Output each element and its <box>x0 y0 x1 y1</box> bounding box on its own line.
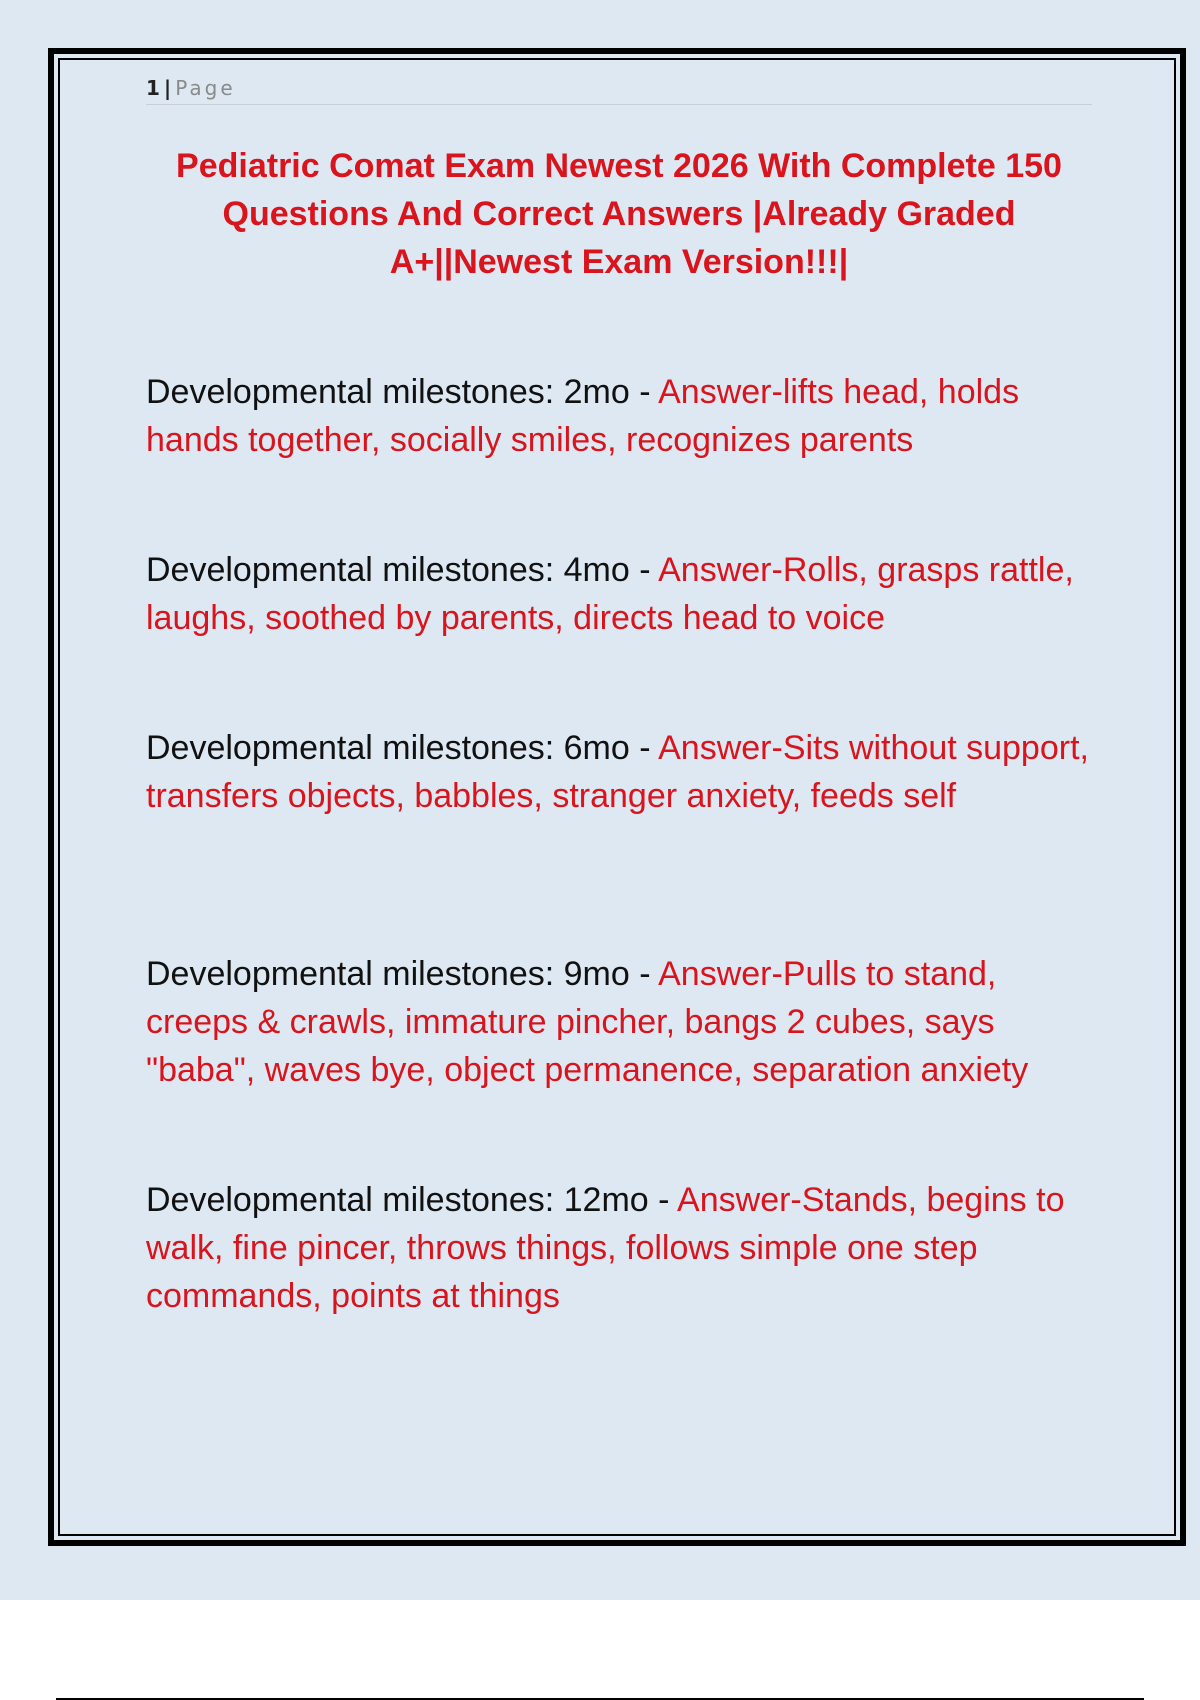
page-header <box>146 74 1092 105</box>
qa-item <box>146 950 1092 1094</box>
question-text: Developmental milestones: 9mo - <box>146 955 659 993</box>
qa-item <box>146 368 1092 464</box>
qa-item <box>146 1176 1092 1320</box>
answer-text: Answer-Rolls, grasps rattle, laughs, soothed by parents, directs head to voice <box>146 551 1074 637</box>
answer-text: Answer-Pulls to stand, creeps & crawls, immature pincher, bangs 2 cubes, says "baba", waves bye, object permanence, separation anxiety <box>146 955 1029 1089</box>
question-text: Developmental milestones: 6mo - <box>146 729 659 767</box>
page-number: 1 <box>146 76 160 100</box>
answer-text: Answer-Sits without support, transfers objects, babbles, stranger anxiety, feeds self <box>146 729 1089 815</box>
answer-text: Answer-Stands, begins to walk, fine pincer, throws things, follows simple one step commands, points at things <box>146 1181 1065 1315</box>
qa-item <box>146 546 1092 642</box>
page-word: Page <box>175 76 236 100</box>
answer-text: Answer-lifts head, holds hands together, socially smiles, recognizes parents <box>146 373 1020 459</box>
question-text: Developmental milestones: 4mo - <box>146 551 659 589</box>
document-title: Pediatric Comat Exam Newest 2026 With Complete 150 Questions And Correct Answers |Already Graded A+||Newest Exam Version!!!| <box>176 147 1062 281</box>
question-text: Developmental milestones: 2mo - <box>146 373 659 411</box>
question-text: Developmental milestones: 12mo - <box>146 1181 678 1219</box>
qa-item <box>146 724 1092 820</box>
page-separator: | <box>163 76 172 100</box>
